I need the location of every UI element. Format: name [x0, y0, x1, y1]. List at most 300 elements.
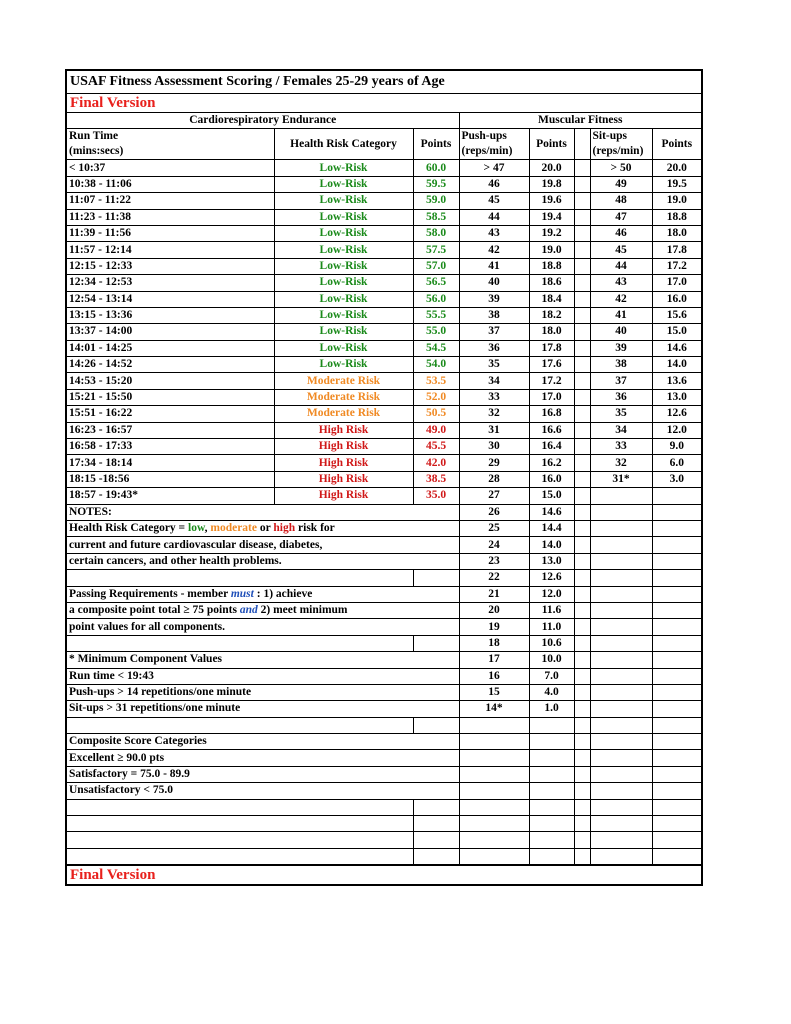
run-time-cell: 17:34 - 18:14 [67, 455, 274, 471]
pushup-points-cell: 13.0 [529, 553, 574, 569]
pushup-reps-cell: 27 [459, 488, 529, 504]
spacer-cell [574, 619, 590, 635]
final-version-bottom: Final Version [67, 865, 701, 884]
table-row [67, 799, 701, 815]
situp-reps-cell: 49 [590, 176, 652, 192]
pushup-points-cell: 18.6 [529, 275, 574, 291]
health-risk-cell: Low-Risk [274, 275, 413, 291]
pushup-points-cell: 10.0 [529, 652, 574, 668]
spacer-cell [574, 734, 590, 750]
spacer-cell [574, 471, 590, 487]
situp-points-cell [652, 652, 701, 668]
blank-cell [67, 832, 413, 848]
spacer-cell [574, 553, 590, 569]
run-time-cell: 11:39 - 11:56 [67, 225, 274, 241]
section-header-row [67, 113, 701, 129]
pushup-points-cell: 11.6 [529, 602, 574, 618]
table-row [67, 455, 701, 471]
situp-points-cell: 14.0 [652, 357, 701, 373]
pushup-points-cell [529, 832, 574, 848]
comma: , [204, 522, 211, 535]
notes-cell [67, 750, 459, 766]
pushup-reps-cell: 24 [459, 537, 529, 553]
health-risk-cell: Low-Risk [274, 258, 413, 274]
blank-cell [413, 816, 459, 832]
pushup-reps-cell [459, 799, 529, 815]
situp-points-cell: 19.5 [652, 176, 701, 192]
spacer-cell [574, 455, 590, 471]
situp-reps-cell [590, 701, 652, 717]
table-row [67, 488, 701, 504]
run-points-cell: 56.0 [413, 291, 459, 307]
pushup-points-cell: 14.0 [529, 537, 574, 553]
situp-points-cell [652, 635, 701, 651]
situp-reps-cell: 48 [590, 193, 652, 209]
health-risk-cell: Low-Risk [274, 307, 413, 323]
pushup-reps-cell: > 47 [459, 160, 529, 176]
pushup-reps-cell: 39 [459, 291, 529, 307]
situp-reps-cell: 31* [590, 471, 652, 487]
spacer-cell [574, 373, 590, 389]
table-row [67, 357, 701, 373]
low-word: low [188, 522, 205, 535]
pushup-points-cell: 19.2 [529, 225, 574, 241]
pushup-reps-cell: 14* [459, 701, 529, 717]
health-risk-cell: Moderate Risk [274, 406, 413, 422]
pushup-points-cell: 15.0 [529, 488, 574, 504]
must-word: must [230, 587, 254, 600]
run-points-cell: 59.0 [413, 193, 459, 209]
table-row [67, 193, 701, 209]
spacer-cell [574, 717, 590, 733]
situp-points-cell: 14.6 [652, 340, 701, 356]
situp-reps-cell [590, 684, 652, 700]
situp-points-cell: 9.0 [652, 439, 701, 455]
pushup-reps-cell: 28 [459, 471, 529, 487]
run-time-cell: 12:54 - 13:14 [67, 291, 274, 307]
situp-reps-cell: > 50 [590, 160, 652, 176]
pushup-points-cell: 16.0 [529, 471, 574, 487]
run-time-header-line-2: (mins:secs) [69, 145, 124, 158]
pushup-reps-cell: 16 [459, 668, 529, 684]
situp-reps-cell [590, 488, 652, 504]
spacer-cell [574, 799, 590, 815]
health-risk-cell: High Risk [274, 422, 413, 438]
situp-points-cell [652, 799, 701, 815]
notes-heading: NOTES: [69, 505, 112, 518]
table-row [67, 160, 701, 176]
spacer-cell [574, 209, 590, 225]
situp-points-cell: 12.0 [652, 422, 701, 438]
spacer-cell [574, 488, 590, 504]
pushup-points-cell: 17.6 [529, 357, 574, 373]
situp-points-cell: 13.0 [652, 389, 701, 405]
table-row [67, 406, 701, 422]
situp-points-cell [652, 586, 701, 602]
run-points-cell: 58.0 [413, 225, 459, 241]
blank-cell [67, 816, 413, 832]
run-time-cell: 10:38 - 11:06 [67, 176, 274, 192]
pushup-points-cell: 12.6 [529, 570, 574, 586]
spacer-cell [574, 504, 590, 520]
run-time-cell: 11:57 - 12:14 [67, 242, 274, 258]
table-row [67, 783, 701, 799]
situp-reps-cell [590, 734, 652, 750]
situp-reps-cell: 37 [590, 373, 652, 389]
pushup-points-cell [529, 816, 574, 832]
final-version-top: Final Version [67, 94, 701, 113]
situp-points-cell: 17.2 [652, 258, 701, 274]
situp-points-cell: 13.6 [652, 373, 701, 389]
pushup-reps-cell: 45 [459, 193, 529, 209]
pushup-points-cell: 18.0 [529, 324, 574, 340]
health-risk-cell: Low-Risk [274, 324, 413, 340]
and-word: and [239, 604, 258, 617]
pushup-reps-cell: 33 [459, 389, 529, 405]
risk-line-3: certain cancers, and other health problems. [69, 554, 282, 567]
run-points-cell: 42.0 [413, 455, 459, 471]
situp-reps-cell [590, 799, 652, 815]
situp-reps-cell [590, 619, 652, 635]
situp-reps-cell [590, 602, 652, 618]
pushup-reps-cell: 38 [459, 307, 529, 323]
pushup-points-cell: 18.4 [529, 291, 574, 307]
situp-points-cell: 19.0 [652, 193, 701, 209]
run-points-cell: 53.5 [413, 373, 459, 389]
risk-for-text: risk for [295, 522, 335, 535]
situp-points-cell: 12.6 [652, 406, 701, 422]
situp-reps-cell [590, 652, 652, 668]
situp-points-cell [652, 619, 701, 635]
situp-reps-cell: 38 [590, 357, 652, 373]
table-row [67, 520, 701, 536]
health-risk-cell: High Risk [274, 471, 413, 487]
table-row [67, 275, 701, 291]
situp-points-cell: 6.0 [652, 455, 701, 471]
pushup-reps-cell: 34 [459, 373, 529, 389]
pushup-points-cell: 4.0 [529, 684, 574, 700]
blank-cell [413, 635, 459, 651]
situp-points-cell [652, 734, 701, 750]
situp-reps-cell: 39 [590, 340, 652, 356]
pushup-reps-cell [459, 816, 529, 832]
pushup-points-cell: 14.4 [529, 520, 574, 536]
excellent-line: Excellent ≥ 90.0 pts [69, 751, 165, 764]
run-points-cell: 56.5 [413, 275, 459, 291]
pushup-points-cell: 16.4 [529, 439, 574, 455]
spacer-cell [574, 307, 590, 323]
spacer-cell [574, 406, 590, 422]
situp-reps-cell: 44 [590, 258, 652, 274]
situp-points-cell [652, 832, 701, 848]
pushup-reps-cell: 40 [459, 275, 529, 291]
run-time-cell: 12:15 - 12:33 [67, 258, 274, 274]
table-row [67, 504, 701, 520]
health-risk-cell: Low-Risk [274, 225, 413, 241]
table-row [67, 668, 701, 684]
pushup-reps-cell [459, 717, 529, 733]
run-points-cell: 45.5 [413, 439, 459, 455]
run-time-cell: 16:58 - 17:33 [67, 439, 274, 455]
health-risk-cell: Moderate Risk [274, 373, 413, 389]
situp-reps-cell: 34 [590, 422, 652, 438]
health-risk-cell: Low-Risk [274, 340, 413, 356]
situp-points-cell [652, 668, 701, 684]
notes-cell [67, 701, 459, 717]
pushup-points-cell [529, 750, 574, 766]
table-row [67, 373, 701, 389]
situp-points-cell: 20.0 [652, 160, 701, 176]
run-time-cell: 13:37 - 14:00 [67, 324, 274, 340]
situp-points-cell: 15.6 [652, 307, 701, 323]
health-risk-cell: Low-Risk [274, 193, 413, 209]
table-row [67, 258, 701, 274]
table-row [67, 340, 701, 356]
composite-text: a composite point total ≥ 75 points [69, 604, 240, 617]
unsatisfactory-line: Unsatisfactory < 75.0 [69, 784, 173, 797]
blank-cell [413, 717, 459, 733]
situp-points-cell: 15.0 [652, 324, 701, 340]
spacer-cell [574, 291, 590, 307]
run-points-cell: 60.0 [413, 160, 459, 176]
situp-reps-cell: 41 [590, 307, 652, 323]
situps-header [590, 129, 652, 160]
situp-points-cell [652, 504, 701, 520]
pushup-reps-cell: 20 [459, 602, 529, 618]
table-row [67, 619, 701, 635]
table-row [67, 684, 701, 700]
run-points-cell: 49.0 [413, 422, 459, 438]
run-points-cell: 50.5 [413, 406, 459, 422]
run-time-cell: 14:26 - 14:52 [67, 357, 274, 373]
risk-line-2: current and future cardiovascular disease, diabetes, [69, 538, 323, 551]
pushup-points-cell [529, 848, 574, 864]
blank-cell [67, 848, 413, 864]
situp-reps-cell [590, 766, 652, 782]
table-row [67, 701, 701, 717]
run-points-cell: 58.5 [413, 209, 459, 225]
table-row [67, 471, 701, 487]
situp-reps-cell [590, 553, 652, 569]
pushup-points-cell: 12.0 [529, 586, 574, 602]
spacer-cell [574, 340, 590, 356]
spacer-cell [574, 635, 590, 651]
pushup-points-cell: 19.0 [529, 242, 574, 258]
pushup-reps-cell: 23 [459, 553, 529, 569]
health-risk-cell: Moderate Risk [274, 389, 413, 405]
spacer-cell [574, 783, 590, 799]
notes-cell [67, 537, 459, 553]
table-row [67, 750, 701, 766]
pushup-points-cell: 1.0 [529, 701, 574, 717]
situp-points-cell [652, 520, 701, 536]
table-row [67, 602, 701, 618]
run-points-cell: 54.5 [413, 340, 459, 356]
notes-cell [67, 684, 459, 700]
situp-reps-cell [590, 520, 652, 536]
table-row [67, 553, 701, 569]
pushup-reps-cell: 44 [459, 209, 529, 225]
health-risk-cell: Low-Risk [274, 291, 413, 307]
run-time-header-line-1: Run Time [69, 130, 119, 143]
situp-reps-cell: 42 [590, 291, 652, 307]
achieve-text: : 1) achieve [253, 587, 313, 600]
health-risk-cell: High Risk [274, 439, 413, 455]
table-row [67, 848, 701, 864]
blank-cell [413, 570, 459, 586]
spacer-cell [574, 537, 590, 553]
spacer-cell [574, 602, 590, 618]
run-time-cell: 16:23 - 16:57 [67, 422, 274, 438]
run-time-cell: 14:01 - 14:25 [67, 340, 274, 356]
pushup-reps-cell [459, 832, 529, 848]
table-row [67, 176, 701, 192]
pushup-points-cell: 10.6 [529, 635, 574, 651]
pushup-points-cell: 19.4 [529, 209, 574, 225]
pushups-header [459, 129, 529, 160]
run-time-cell: 15:51 - 16:22 [67, 406, 274, 422]
run-points-cell: 35.0 [413, 488, 459, 504]
run-time-cell: 18:57 - 19:43* [67, 488, 274, 504]
run-time-cell: 12:34 - 12:53 [67, 275, 274, 291]
situp-points-cell [652, 684, 701, 700]
blank-cell [67, 635, 413, 651]
run-points-cell: 54.0 [413, 357, 459, 373]
table-row [67, 209, 701, 225]
situp-reps-cell: 33 [590, 439, 652, 455]
pushup-reps-cell [459, 734, 529, 750]
situp-points-cell [652, 816, 701, 832]
pushup-reps-cell: 30 [459, 439, 529, 455]
situp-points-cell [652, 570, 701, 586]
blank-cell [413, 832, 459, 848]
health-risk-cell: Low-Risk [274, 160, 413, 176]
spacer-cell [574, 389, 590, 405]
pushup-points-cell [529, 717, 574, 733]
notes-cell [67, 553, 459, 569]
min-values-heading: * Minimum Component Values [69, 653, 223, 666]
spacer-cell [574, 701, 590, 717]
pushup-reps-cell: 37 [459, 324, 529, 340]
spacer-cell [574, 324, 590, 340]
spacer-cell [574, 586, 590, 602]
min-situps: Sit-ups > 31 repetitions/one minute [69, 702, 241, 715]
table-row [67, 291, 701, 307]
pushup-points-header: Points [529, 129, 574, 160]
situp-reps-cell [590, 635, 652, 651]
table-row [67, 816, 701, 832]
situp-points-cell [652, 488, 701, 504]
table-row [67, 537, 701, 553]
spacer-cell [574, 176, 590, 192]
pushup-reps-cell: 22 [459, 570, 529, 586]
pushup-points-cell: 19.8 [529, 176, 574, 192]
table-row [67, 225, 701, 241]
pushup-points-cell: 19.6 [529, 193, 574, 209]
situp-reps-cell: 40 [590, 324, 652, 340]
situp-reps-cell: 35 [590, 406, 652, 422]
situp-points-cell: 17.0 [652, 275, 701, 291]
table-row [67, 717, 701, 733]
pushup-reps-cell: 41 [459, 258, 529, 274]
spacer-cell [574, 570, 590, 586]
situp-reps-cell [590, 750, 652, 766]
situp-points-cell [652, 766, 701, 782]
pushup-reps-cell: 18 [459, 635, 529, 651]
spacer-cell [574, 242, 590, 258]
run-points-cell: 55.5 [413, 307, 459, 323]
notes-cell [67, 668, 459, 684]
pushup-reps-cell: 43 [459, 225, 529, 241]
situp-reps-cell [590, 816, 652, 832]
situp-points-header: Points [652, 129, 701, 160]
spacer-cell [574, 652, 590, 668]
pushup-reps-cell: 21 [459, 586, 529, 602]
run-time-cell: 13:15 - 13:36 [67, 307, 274, 323]
meet-minimum-text: 2) meet minimum [257, 604, 348, 617]
moderate-word: moderate [210, 522, 257, 535]
table-row [67, 439, 701, 455]
page-title: USAF Fitness Assessment Scoring / Females 25-29 years of Age [67, 71, 701, 94]
notes-cell [67, 783, 459, 799]
muscular-section-header: Muscular Fitness [459, 113, 701, 129]
spacer-cell [574, 848, 590, 864]
situp-points-cell [652, 848, 701, 864]
run-points-cell: 55.0 [413, 324, 459, 340]
run-time-cell: 14:53 - 15:20 [67, 373, 274, 389]
pushup-points-cell: 7.0 [529, 668, 574, 684]
table-row [67, 832, 701, 848]
min-pushups: Push-ups > 14 repetitions/one minute [69, 686, 252, 699]
satisfactory-line: Satisfactory = 75.0 - 89.9 [69, 768, 190, 781]
situp-reps-cell: 32 [590, 455, 652, 471]
spacer-cell [574, 520, 590, 536]
health-risk-cell: Low-Risk [274, 357, 413, 373]
spacer-cell [574, 684, 590, 700]
blank-cell [413, 848, 459, 864]
pushup-points-cell [529, 734, 574, 750]
cardio-section-header: Cardiorespiratory Endurance [67, 113, 459, 129]
notes-cell [67, 652, 459, 668]
pushup-points-cell [529, 766, 574, 782]
blank-cell [413, 799, 459, 815]
blank-cell [67, 570, 413, 586]
situp-points-cell [652, 537, 701, 553]
notes-cell [67, 619, 459, 635]
spacer-cell [574, 766, 590, 782]
risk-line-text: Health Risk Category = [69, 522, 188, 535]
table-row [67, 652, 701, 668]
table-row [67, 242, 701, 258]
situp-reps-cell [590, 783, 652, 799]
situp-reps-cell [590, 832, 652, 848]
pushup-points-cell: 17.8 [529, 340, 574, 356]
run-points-header: Points [413, 129, 459, 160]
table-row [67, 635, 701, 651]
notes-cell [67, 766, 459, 782]
passing-line-3: point values for all components. [69, 620, 226, 633]
situp-reps-cell: 45 [590, 242, 652, 258]
situp-reps-cell: 43 [590, 275, 652, 291]
situp-reps-cell [590, 570, 652, 586]
pushup-reps-cell [459, 848, 529, 864]
pushup-points-cell: 17.0 [529, 389, 574, 405]
run-time-cell: 11:07 - 11:22 [67, 193, 274, 209]
pushup-reps-cell: 31 [459, 422, 529, 438]
pushup-points-cell: 16.2 [529, 455, 574, 471]
situps-header-line-1: Sit-ups [592, 130, 628, 143]
pushups-header-line-1: Push-ups [461, 130, 507, 143]
